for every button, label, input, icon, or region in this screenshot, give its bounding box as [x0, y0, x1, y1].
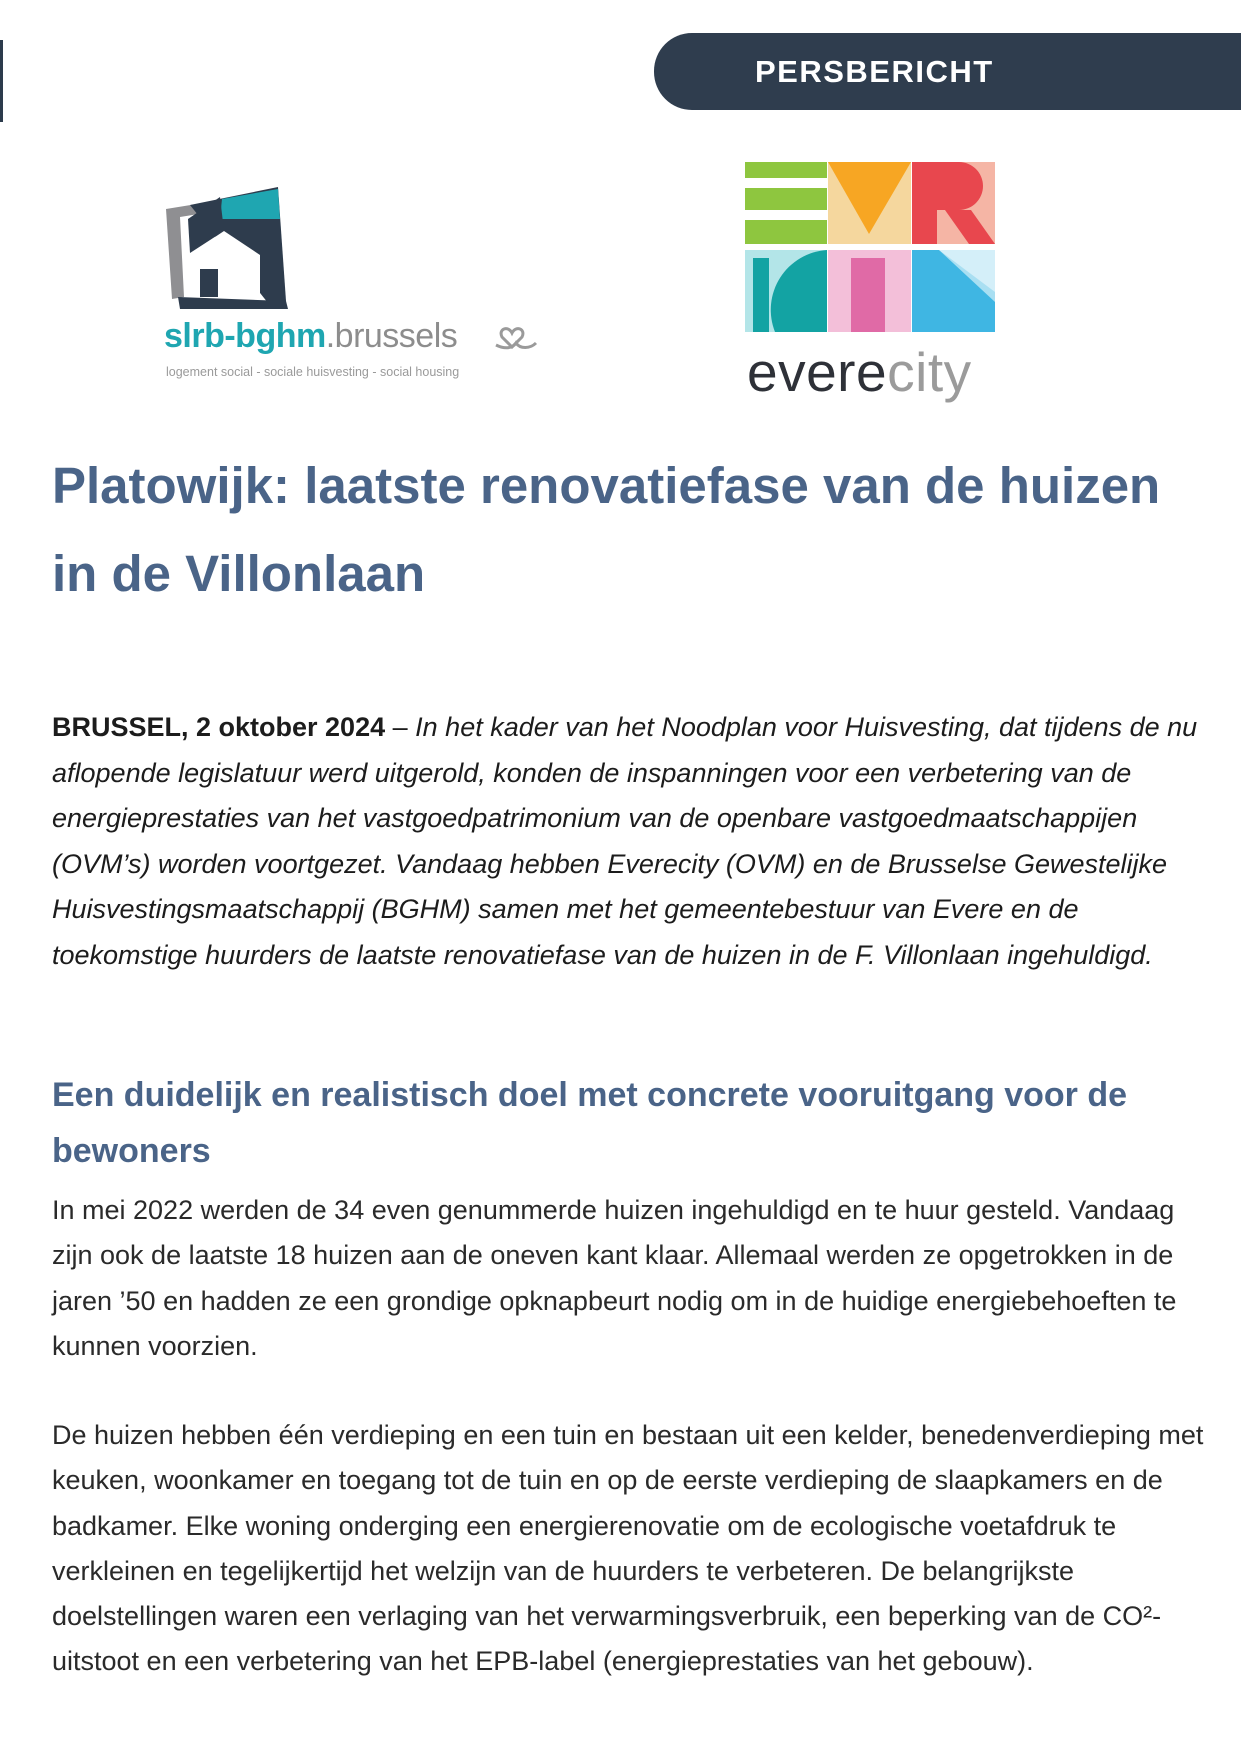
- dateline: BRUSSEL, 2 oktober 2024: [52, 712, 386, 742]
- slrb-wordmark-domain: .brussels: [325, 317, 458, 355]
- hands-heart-icon: [494, 323, 538, 351]
- body-paragraph: In mei 2022 werden de 34 even genummerde huizen ingehuldigd en te huur gesteld. Vandaag zijn ook de laatste 18 huizen aan de oneven kant klaar. Allemaal werden ze opgetrokken in de jaren ’50 en hadden ze een grondige opknapbeurt nodig om in de huidige energiebehoeften te kunnen voorzien.: [52, 1195, 1177, 1361]
- slrb-tagline: logement social - sociale huisvesting - social housing: [166, 365, 460, 379]
- slrb-wordmark: [164, 317, 457, 356]
- dateline-dash: –: [385, 712, 416, 742]
- everecity-mosaic-icon: [745, 162, 995, 332]
- press-release-badge: [654, 33, 1241, 110]
- body-paragraph: De huizen hebben één verdieping en een tuin en bestaan uit een kelder, benedenverdieping met keuken, woonkamer en toegang tot de tuin en op de eerste verdieping de slaapkamers en de badkamer. Elke woning onderging een energierenovatie om de ecologische voetafdruk te verkleinen en tegelijkertijd het welzijn van de huurders te verbeteren. De belangrijkste doelstellingen waren een verlaging van het verwarmingsverbruik, een beperking van de CO²-uitstoot en een verbetering van het EPB-label (energieprestaties van het gebouw).: [52, 1420, 1204, 1677]
- lead-text: In het kader van het Noodplan voor Huisvesting, dat tijdens de nu aflopende legislatuur werd uitgerold, konden de inspanningen voor een verbetering van de energieprestaties van het vastgoedpatrimonium van de openbare vastgoedmaatschappijen (OVM’s) worden voortgezet. Vandaag hebben Everecity (OVM) en de Brusselse Gewestelijke Huisvestingsmaatschappij (BGHM) samen met het gemeentebestuur van Evere en de toekomstige huurders de laatste renovatiefase van de huizen in de F. Villonlaan ingehuldigd.: [52, 712, 1198, 970]
- everecity-logo: [745, 162, 1005, 412]
- slrb-wordmark-main: slrb-bghm: [164, 317, 326, 355]
- article-lead: [52, 705, 1212, 978]
- everecity-wordmark-main: evere: [747, 341, 888, 403]
- everecity-wordmark-suffix: city: [887, 341, 972, 403]
- article-title: Platowijk: laatste renovatiefase van de huizen in de Villonlaan: [52, 457, 1161, 602]
- badge-label: PERSBERICHT: [755, 53, 994, 89]
- slrb-bghm-logo: [160, 185, 550, 385]
- everecity-wordmark: [747, 340, 972, 404]
- section-heading: Een duidelijk en realistisch doel met concrete vooruitgang voor de bewoners: [52, 1076, 1128, 1170]
- slrb-house-mark-icon: [160, 185, 290, 315]
- page-edge-marker: [0, 40, 3, 122]
